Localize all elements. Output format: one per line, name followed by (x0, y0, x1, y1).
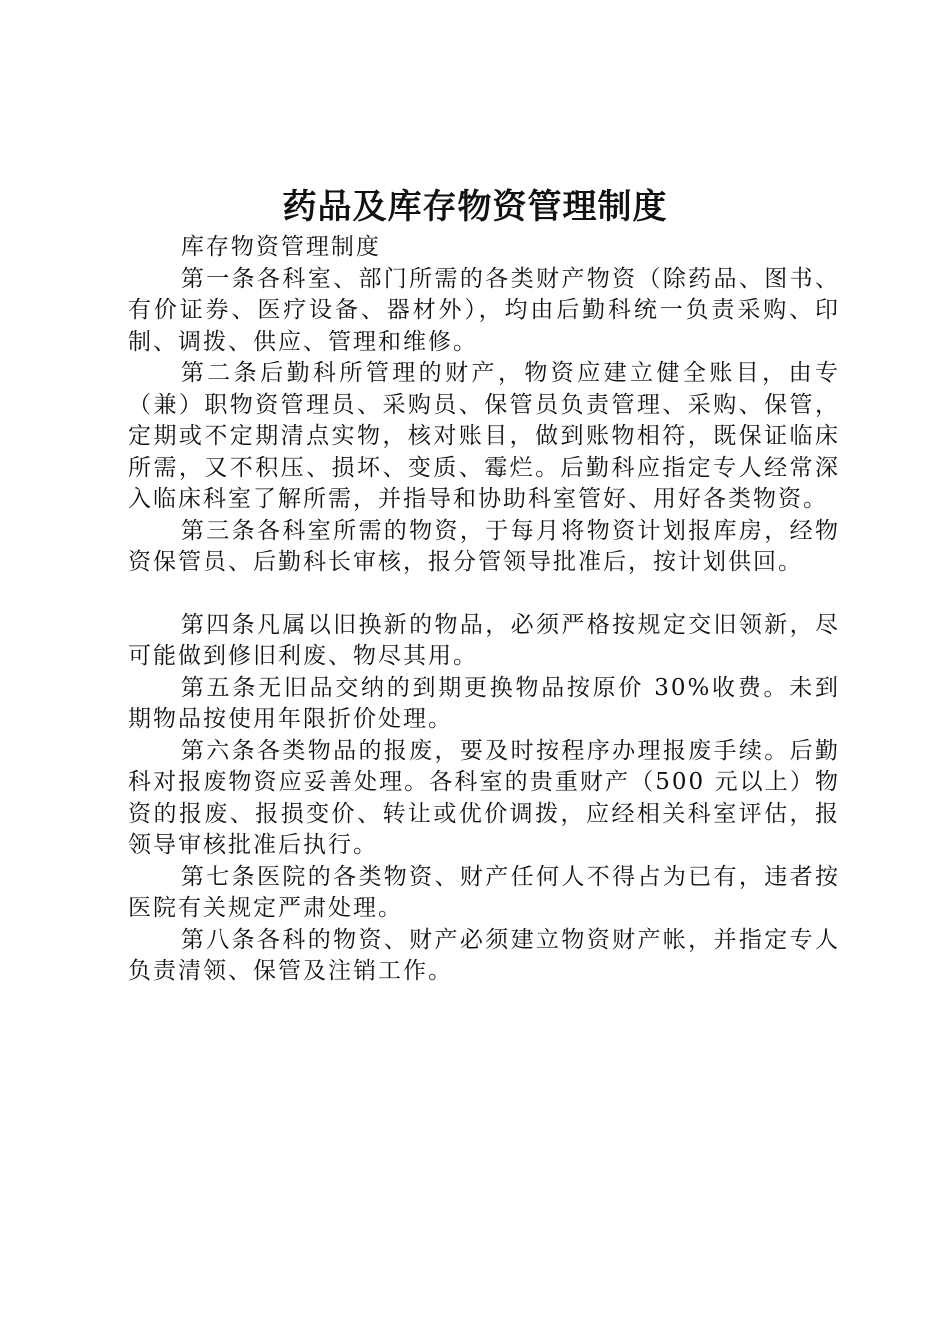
article-2-paragraph: 第二条后勤科所管理的财产，物资应建立健全账目，由专（兼）职物资管理员、采购员、保管员负责管理、采购、保管，定期或不定期清点实物，核对账目，做到账物相符，既保证临床所需，又不积压、损坏、变质、霉烂。后勤科应指定专人经常深入临床科室了解所需，并指导和协助科室管好、用好各类物资。 (128, 360, 840, 512)
document-body (128, 232, 840, 988)
article-7-paragraph: 第七条医院的各类物资、财产任何人不得占为已有，违者按医院有关规定严肃处理。 (128, 863, 840, 921)
article-6-paragraph: 第六条各类物品的报废，要及时按程序办理报废手续。后勤科对报废物资应妥善处理。各科室的贵重财产（500 元以上）物资的报废、报损变价、转让或优价调拨，应经相关科室评估，报领导审核批准后执行。 (128, 737, 840, 858)
article-5-paragraph: 第五条无旧品交纳的到期更换物品按原价 30%收费。未到期物品按使用年限折价处理。 (128, 674, 840, 732)
document-title: 药品及库存物资管理制度 (282, 187, 668, 227)
article-3-paragraph: 第三条各科室所需的物资，于每月将物资计划报库房，经物资保管员、后勤科长审核，报分管领导批准后，按计划供回。 (128, 517, 840, 575)
article-8-paragraph: 第八条各科的物资、财产必须建立物资财产帐，并指定专人负责清领、保管及注销工作。 (128, 926, 840, 984)
article-4-paragraph: 第四条凡属以旧换新的物品，必须严格按规定交旧领新，尽可能做到修旧利废、物尽其用。 (128, 611, 840, 669)
subtitle-paragraph: 库存物资管理制度 (180, 234, 381, 260)
article-1-paragraph: 第一条各科室、部门所需的各类财产物资（除药品、图书、有价证券、医疗设备、器材外），均由后勤科统一负责采购、印制、调拨、供应、管理和维修。 (128, 265, 840, 355)
